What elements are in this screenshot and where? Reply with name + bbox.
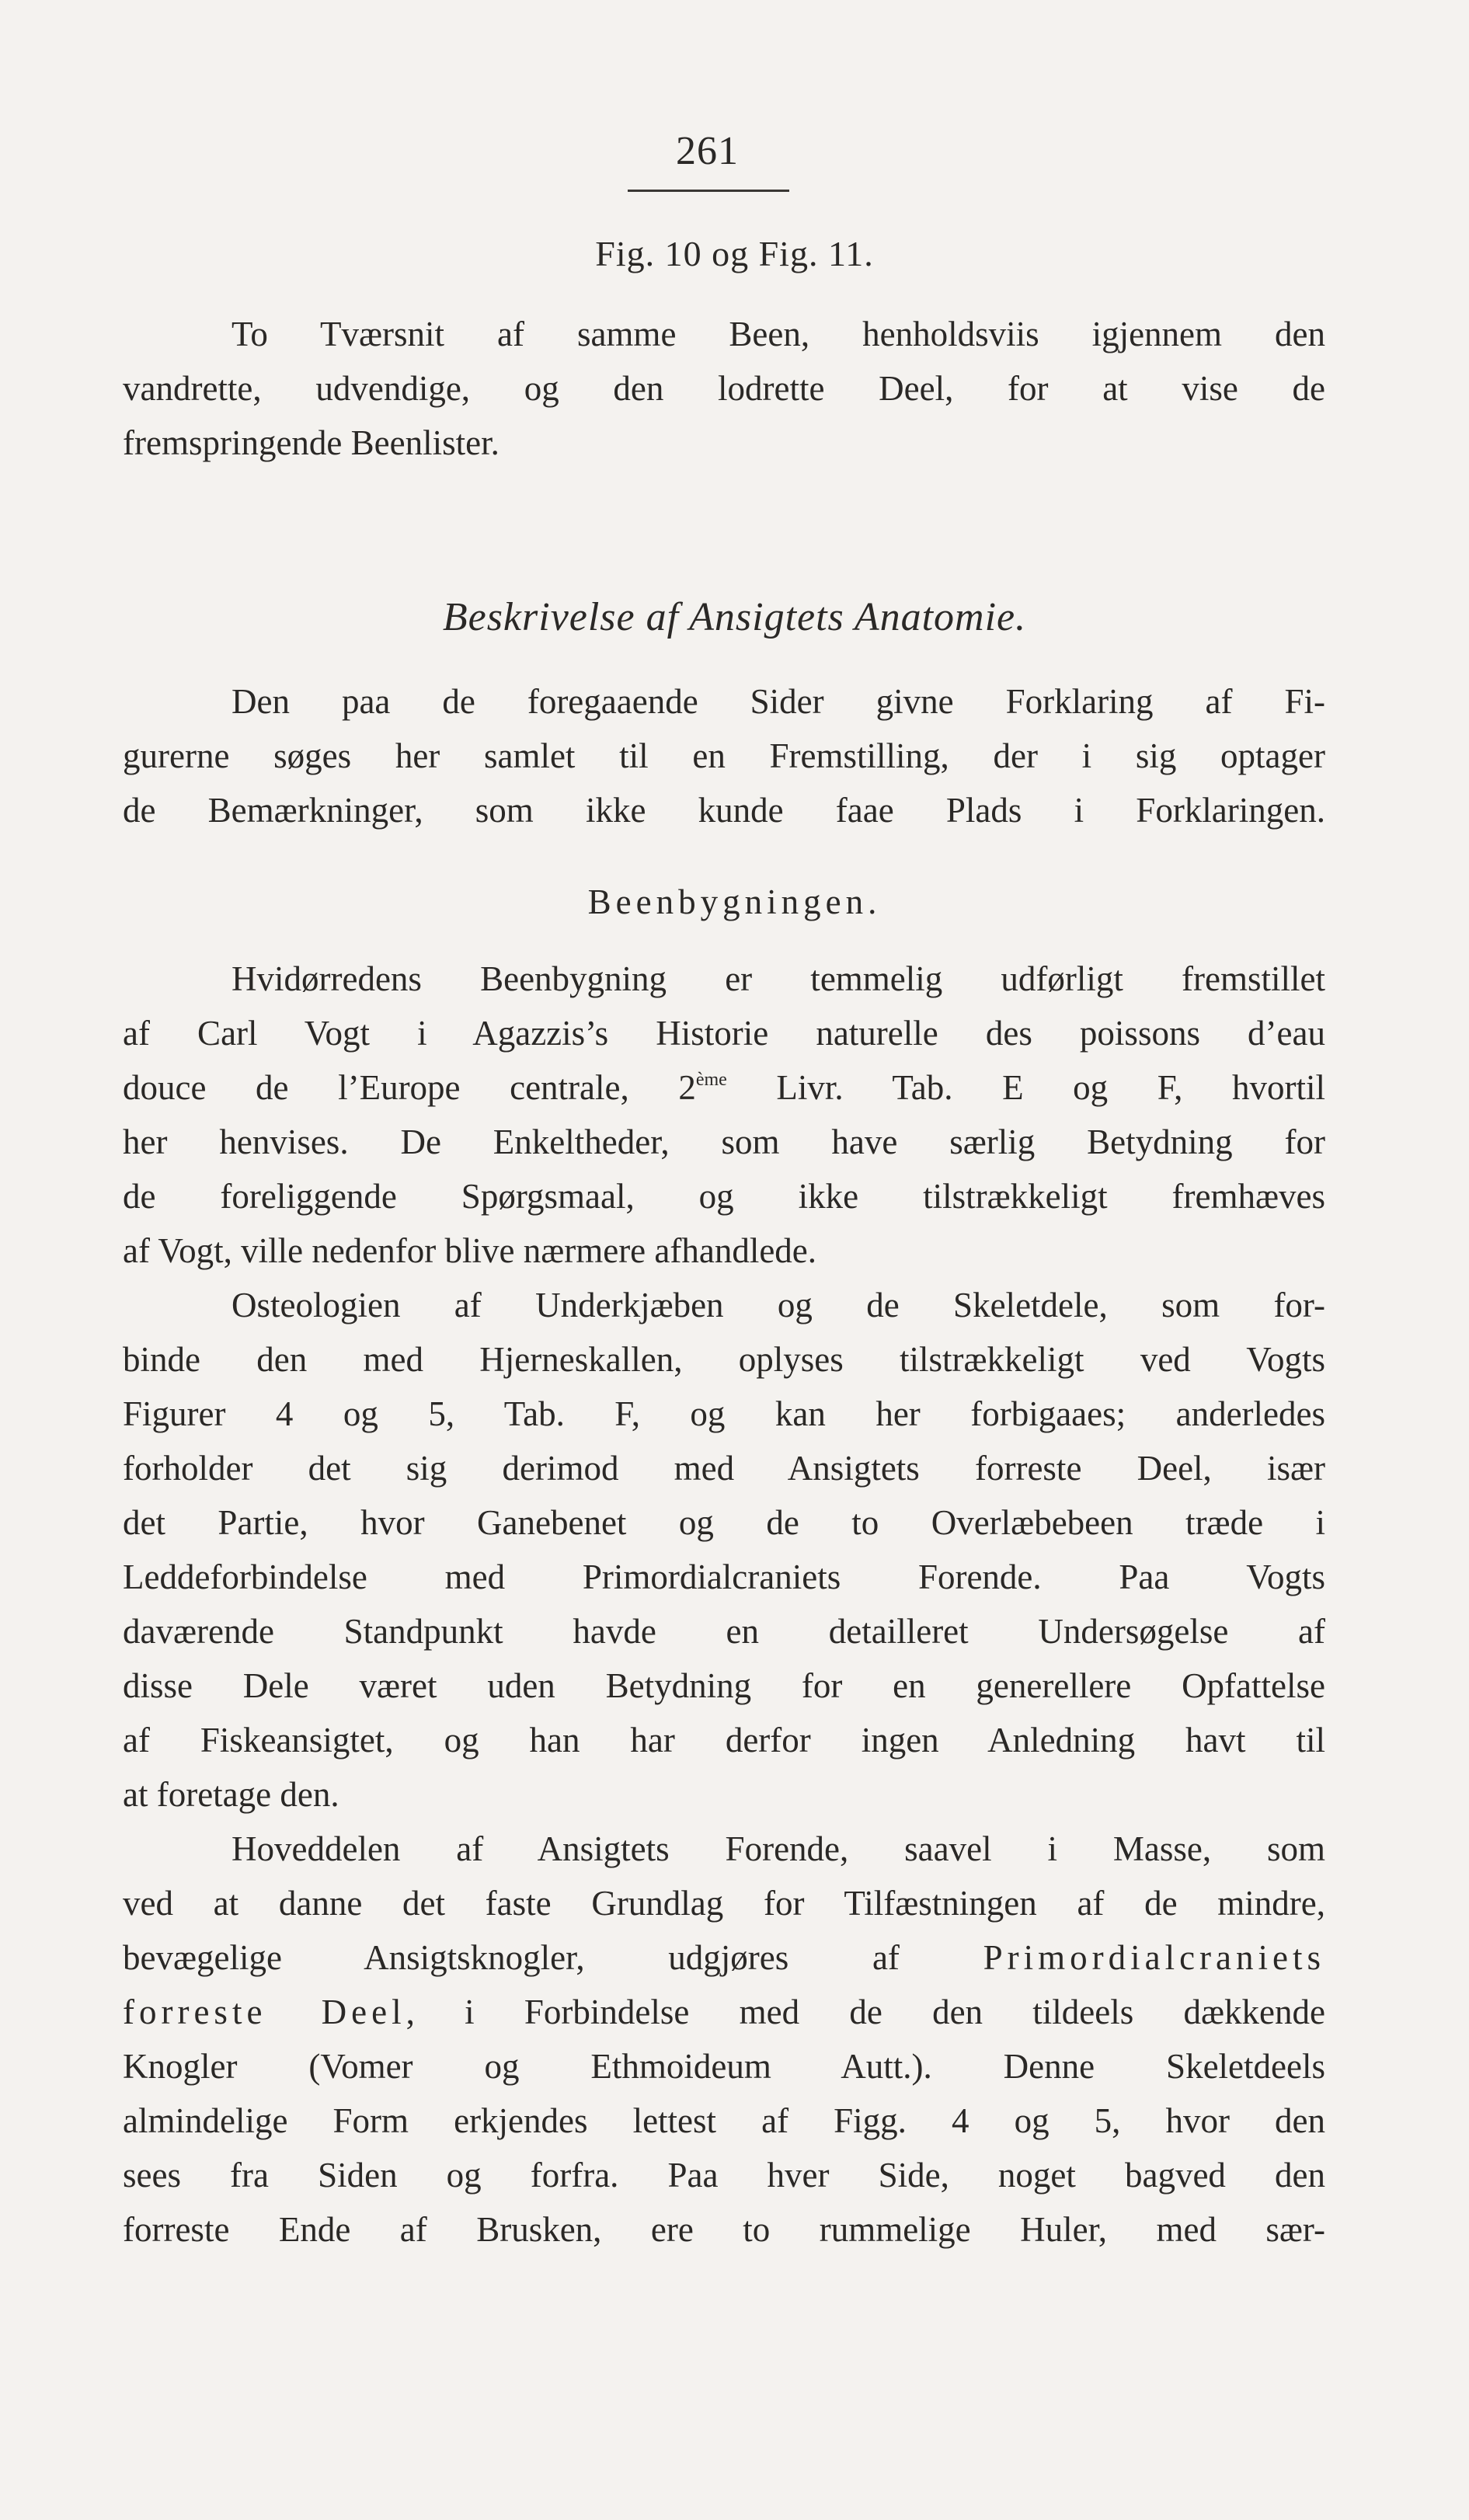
caption-line: vandrette, udvendige, og den lodrette Deel, for at vise de <box>123 369 1325 408</box>
paragraph-line: af Carl Vogt i Agazzis’s Historie naturelle des poissons d’eau <box>123 1014 1325 1053</box>
caption-line: To Tværsnit af samme Been, henholdsviis igjennem den <box>231 315 1325 353</box>
figure-caption <box>123 307 1325 470</box>
text-span: Livr. Tab. E og F, hvortil <box>726 1068 1325 1107</box>
page-number-rule <box>628 190 789 192</box>
paragraph-line: her henvises. De Enkeltheder, som have særlig Betydning for <box>123 1123 1325 1161</box>
text-span: douce de l’Europe centrale, 2 <box>123 1068 696 1107</box>
intro-paragraph <box>123 674 1325 837</box>
paragraph-line: de Bemærkninger, som ikke kunde faae Plads i Forklaringen. <box>123 791 1325 830</box>
paragraph-line <box>123 1060 1325 1115</box>
paragraph-line: daværende Standpunkt havde en detailleret Undersøgelse af <box>123 1612 1325 1651</box>
paragraph-line: Den paa de foregaaende Sider givne Forklaring af Fi- <box>231 682 1325 721</box>
paragraph-line: af Vogt, ville nedenfor blive nærmere afhandlede. <box>123 1231 817 1270</box>
paragraph-line: af Fiskeansigtet, og han har derfor ingen Anledning havt til <box>123 1721 1325 1759</box>
paragraph-line: de foreliggende Spørgsmaal, og ikke tilstrækkeligt fremhæves <box>123 1177 1325 1216</box>
text-span: bevægelige Ansigtsknogler, udgjøres af <box>123 1938 983 1977</box>
emphasis-spaced: forreste Deel <box>123 1993 406 2031</box>
section-title: Beskrivelse af Ansigtets Anatomie. <box>442 595 1027 639</box>
paragraph-line <box>123 1930 1325 1985</box>
paragraph-line <box>123 1985 1325 2039</box>
paragraph-line: at foretage den. <box>123 1775 339 1814</box>
text-span: , i Forbindelse med de den tildeels dækkende <box>406 1993 1325 2031</box>
paragraph-line: forholder det sig derimod med Ansigtets forreste Deel, især <box>123 1449 1325 1488</box>
paragraph-line: gurerne søges her samlet til en Fremstilling, der i sig optager <box>123 736 1325 775</box>
paragraph-line: forreste Ende af Brusken, ere to rummelige Huler, med sær- <box>123 2210 1325 2249</box>
page-number: 261 <box>676 129 739 173</box>
paragraph-2 <box>123 1278 1325 1822</box>
paragraph-line: disse Dele været uden Betydning for en generellere Opfattelse <box>123 1666 1325 1705</box>
emphasis-spaced: Primordialcraniets <box>983 1938 1325 1977</box>
paragraph-line: Figurer 4 og 5, Tab. F, og kan her forbigaaes; anderledes <box>123 1394 1325 1433</box>
superscript: ème <box>695 1070 727 1090</box>
paragraph-3 <box>123 1822 1325 2257</box>
subheading: Beenbygningen. <box>587 882 882 921</box>
paragraph-line: Osteologien af Underkjæben og de Skeletdele, som for- <box>231 1286 1325 1324</box>
paragraph-line: Hoveddelen af Ansigtets Forende, saavel i Masse, som <box>231 1829 1325 1868</box>
paragraph-line: Leddeforbindelse med Primordialcraniets Forende. Paa Vogts <box>123 1558 1325 1596</box>
figure-heading: Fig. 10 og Fig. 11. <box>595 234 874 273</box>
paragraph-line: almindelige Form erkjendes lettest af Figg. 4 og 5, hvor den <box>123 2101 1325 2140</box>
paragraph-line: Knogler (Vomer og Ethmoideum Autt.). Denne Skeletdeels <box>123 2047 1325 2086</box>
caption-line: fremspringende Beenlister. <box>123 423 500 462</box>
paragraph-line: det Partie, hvor Ganebenet og de to Overlæbebeen træde i <box>123 1503 1325 1542</box>
paragraph-line: sees fra Siden og forfra. Paa hver Side, noget bagved den <box>123 2156 1325 2195</box>
paragraph-line: ved at danne det faste Grundlag for Tilfæstningen af de mindre, <box>123 1884 1325 1923</box>
paragraph-line: binde den med Hjerneskallen, oplyses tilstrækkeligt ved Vogts <box>123 1340 1325 1379</box>
paragraph-1 <box>123 952 1325 1278</box>
paragraph-line: Hvidørredens Beenbygning er temmelig udførligt fremstillet <box>231 959 1325 998</box>
